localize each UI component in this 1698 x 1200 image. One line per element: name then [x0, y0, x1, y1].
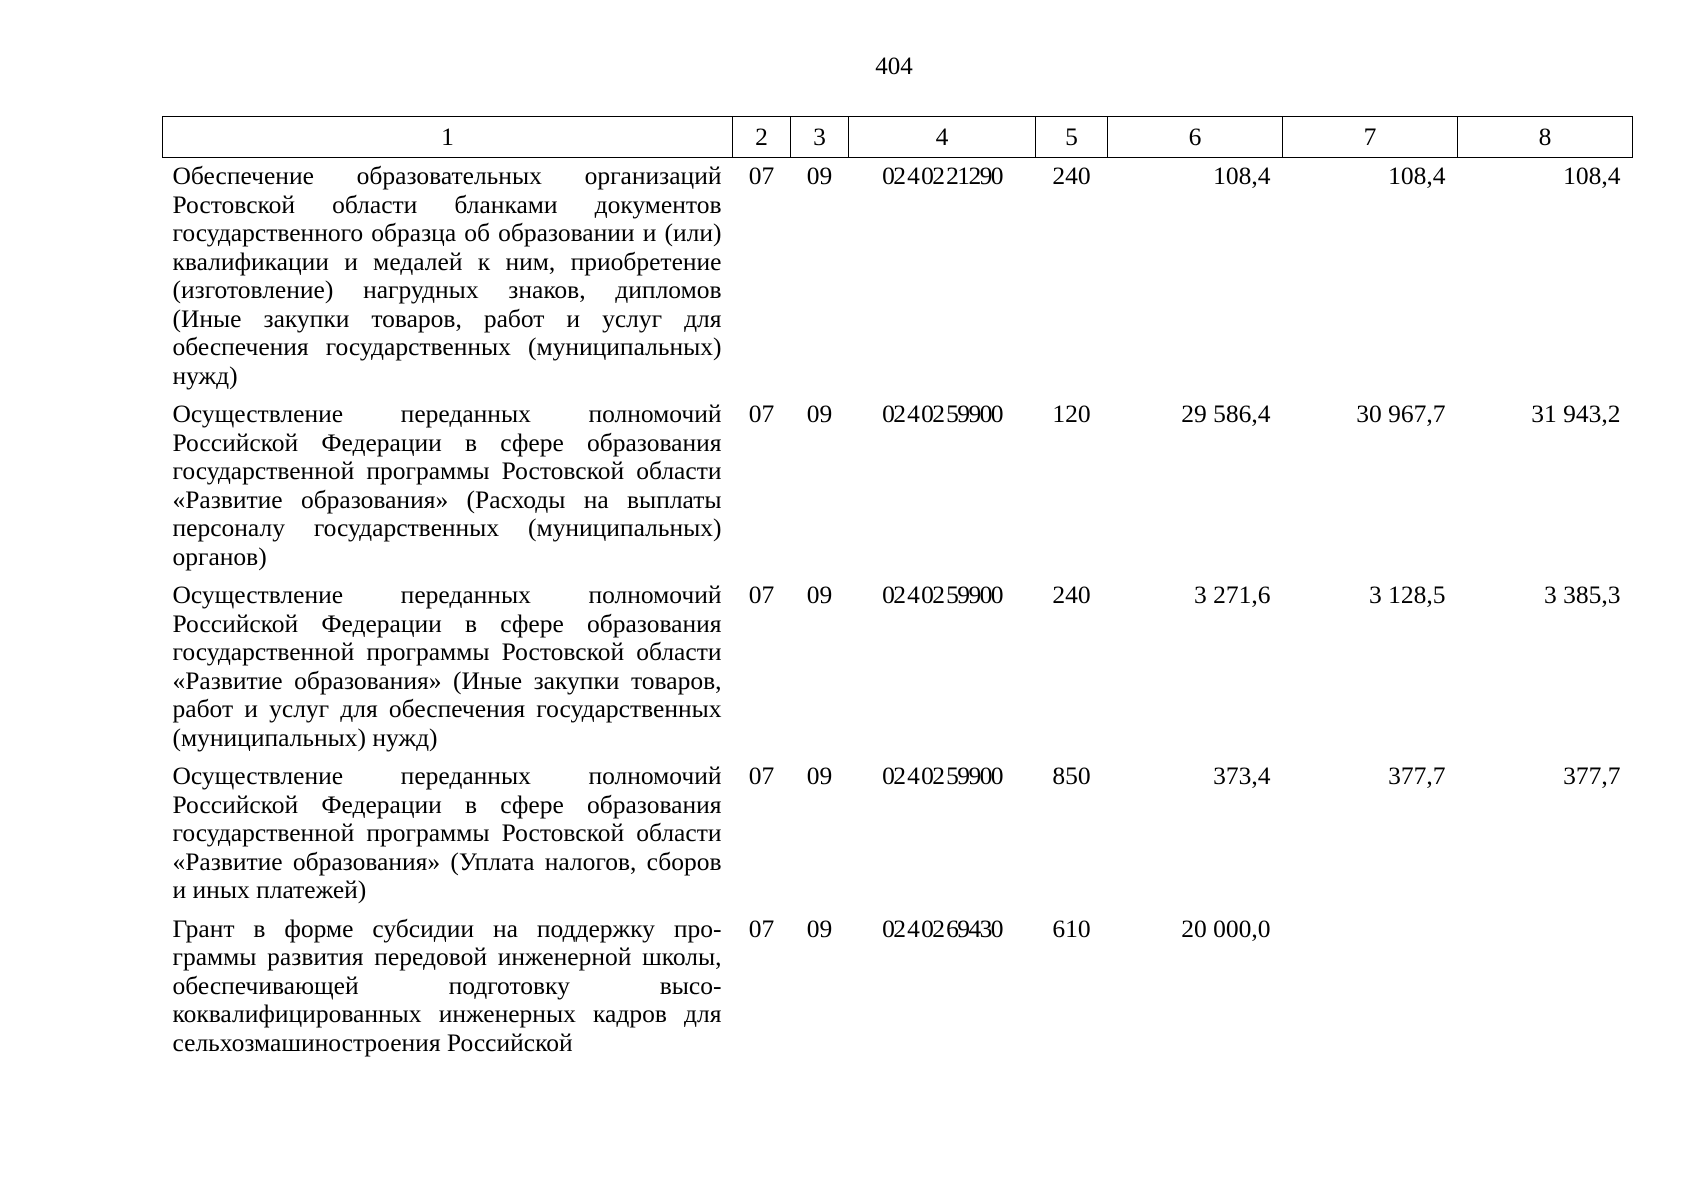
row-target-article: 02 4 02 59900: [882, 761, 1002, 790]
row-expense-type: 240: [1052, 161, 1091, 190]
table-header: [163, 117, 1633, 158]
row-target-article: 02 4 02 21290: [882, 161, 1002, 190]
row-section: 07: [748, 161, 775, 190]
row-target-article: 02 4 02 69430: [882, 913, 1002, 943]
row-subsection: 09: [806, 913, 833, 943]
row-amount-2: 3 128,5: [1369, 580, 1446, 609]
row-amount-3: 377,7: [1563, 761, 1621, 790]
row-description: Осуществление переданных полномочий Российской Федерации в сфере образования государственной программы Ростовской области «Развитие образования» (Уплата налогов, сборов и иных платежей): [172, 761, 722, 904]
header-col-4: 4: [849, 117, 1036, 158]
row-amount-2: 108,4: [1388, 161, 1446, 190]
row-section: 07: [748, 399, 775, 428]
row-section: 07: [748, 761, 775, 790]
row-expense-type: 610: [1052, 913, 1091, 943]
table-row: [163, 905, 1633, 1058]
row-expense-type: 120: [1052, 399, 1091, 428]
row-amount-1: 108,4: [1213, 161, 1271, 190]
row-amount-3: 31 943,2: [1531, 399, 1621, 428]
row-amount-3: 108,4: [1563, 161, 1621, 190]
row-description: Осуществление переданных полномочий Российской Федерации в сфере образования государственной программы Ростовской области «Развитие образования» (Иные закупки товаров, работ и услуг для обеспечения государственных (муниципальных) нужд): [172, 580, 722, 752]
row-amount-1: 3 271,6: [1194, 580, 1271, 609]
header-col-2: 2: [733, 117, 791, 158]
header-col-7: 7: [1283, 117, 1458, 158]
row-amount-3: [1458, 905, 1633, 1058]
page-number: 404: [875, 53, 913, 80]
row-amount-1: 373,4: [1213, 761, 1271, 790]
header-col-8: 8: [1458, 117, 1633, 158]
row-amount-2: [1283, 905, 1458, 1058]
row-expense-type: 240: [1052, 580, 1091, 609]
table-row: [163, 571, 1633, 752]
table-row: [163, 752, 1633, 905]
row-target-article: 02 4 02 59900: [882, 580, 1002, 609]
table-body: [163, 158, 1633, 1058]
table-row: [163, 390, 1633, 571]
header-col-6: 6: [1108, 117, 1283, 158]
row-amount-3: 3 385,3: [1544, 580, 1621, 609]
row-amount-1: 20 000,0: [1181, 913, 1271, 943]
row-amount-1: 29 586,4: [1181, 399, 1271, 428]
header-row: [163, 117, 1633, 158]
row-section: 07: [748, 913, 775, 943]
row-subsection: 09: [806, 580, 833, 609]
row-subsection: 09: [806, 761, 833, 790]
header-col-5: 5: [1036, 117, 1108, 158]
header-col-3: 3: [791, 117, 849, 158]
row-description: Грант в форме субсидии на поддержку программы развития передовой инженерной школы, обеспечивающей подготовку высококвалифицированных инженерных кадров для сельхозмашиностроения Российской: [172, 913, 722, 1057]
row-section: 07: [748, 580, 775, 609]
header-col-1: 1: [163, 117, 733, 158]
row-amount-2: 30 967,7: [1356, 399, 1446, 428]
table-row: [163, 158, 1633, 391]
row-subsection: 09: [806, 399, 833, 428]
row-target-article: 02 4 02 59900: [882, 399, 1002, 428]
row-expense-type: 850: [1052, 761, 1091, 790]
row-amount-2: 377,7: [1388, 761, 1446, 790]
budget-table: [162, 116, 1633, 1057]
row-subsection: 09: [806, 161, 833, 190]
row-description: Осуществление переданных полномочий Российской Федерации в сфере образования государственной программы Ростовской области «Развитие образования» (Расходы на выплаты персоналу государственных (муниципальных) органов): [172, 399, 722, 571]
row-description: Обеспечение образовательных организаций Ростовской области бланками документов государственного образца об образовании и (или) квалификации и медалей к ним, приобретение (изготовление) нагрудных знаков, дипломов (Иные закупки товаров, работ и услуг для обеспечения государственных (муниципальных) нужд): [172, 161, 722, 390]
